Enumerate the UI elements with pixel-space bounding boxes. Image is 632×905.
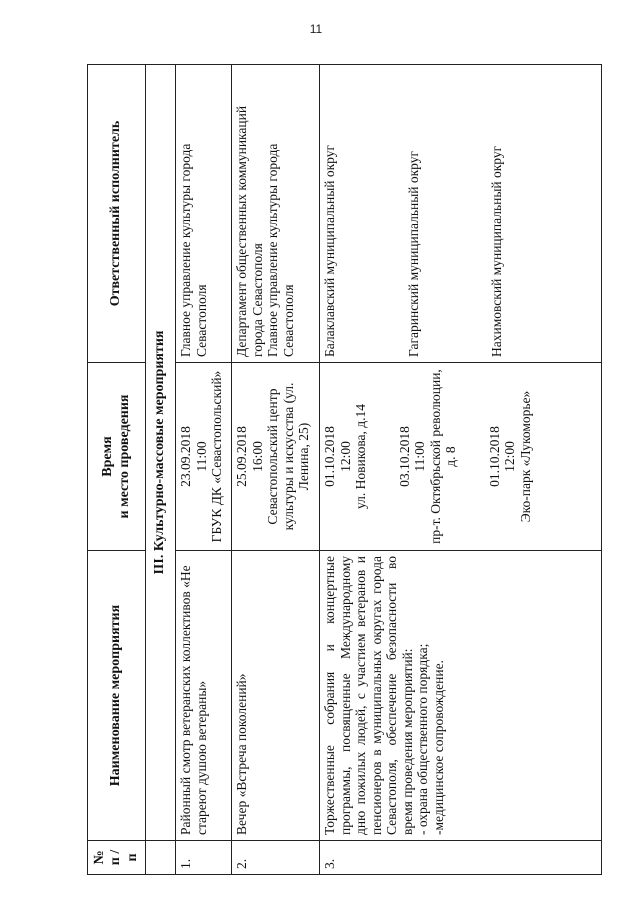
row-num: 1. bbox=[176, 841, 232, 875]
row-event-name bbox=[320, 551, 602, 841]
row-responsible bbox=[232, 65, 320, 363]
row-responsible-line: Главное управление культуры города Севастополя bbox=[178, 143, 209, 357]
row-event-name: Вечер «Встреча поколений» bbox=[232, 551, 320, 841]
spacer bbox=[459, 368, 487, 545]
row-responsible-line: Департамент общественных коммуникаций города Севастополя bbox=[234, 105, 265, 357]
row-place: Эко-парк «Лукоморье» bbox=[517, 390, 533, 523]
row-time-place bbox=[232, 363, 320, 551]
row-place: пр-т. Октябрьской революции, д. 8 bbox=[427, 369, 459, 544]
header-time-line1: Время bbox=[100, 436, 116, 477]
row-responsible-line: Гагаринский муниципальный округ bbox=[405, 150, 421, 357]
row-event-paragraph: Торжественные собрания и концертные программы, посвященные Международному дню пожилых людей, с участием ветеранов и пенсионеров в муниципальных округах города Севастополя, обеспечение безопасности во время проведения мероприятий: bbox=[322, 556, 415, 835]
spacer bbox=[455, 70, 489, 357]
row-responsible-line: Нахимовский муниципальный округ bbox=[489, 145, 505, 357]
row-time-place bbox=[320, 363, 602, 551]
row-time: 16:00 bbox=[249, 441, 265, 472]
header-time bbox=[88, 363, 146, 551]
row-time: 12:00 bbox=[337, 441, 353, 472]
section-num-cell bbox=[146, 841, 176, 875]
header-row bbox=[88, 65, 146, 875]
table-row bbox=[176, 65, 232, 875]
row-num: 3. bbox=[320, 841, 602, 875]
section-row bbox=[146, 65, 176, 875]
row-responsible bbox=[320, 65, 602, 363]
row-date: 01.10.2018 bbox=[486, 426, 502, 487]
spacer bbox=[369, 368, 397, 545]
row-time: 11:00 bbox=[412, 441, 428, 472]
row-num: 2. bbox=[232, 841, 320, 875]
row-date: 23.09.2018 bbox=[178, 426, 193, 487]
row-place: ГБУК ДК «Севастопольский» bbox=[209, 370, 225, 543]
spacer bbox=[338, 70, 372, 357]
row-responsible-line: Главное управление культуры города Севастополя bbox=[265, 143, 296, 357]
section-title: III. Культурно-массовые мероприятия bbox=[146, 65, 176, 841]
page-number: 11 bbox=[309, 22, 323, 36]
table-row bbox=[232, 65, 320, 875]
spacer bbox=[421, 70, 455, 357]
header-num: № п /п bbox=[88, 841, 146, 875]
row-event-name: Районный смотр ветеранских коллективов «Не стареют душою ветераны» bbox=[176, 551, 232, 841]
row-date: 25.09.2018 bbox=[234, 426, 249, 487]
row-responsible bbox=[176, 65, 232, 363]
row-event-item: - охрана общественного порядка; bbox=[415, 643, 431, 835]
row-time-place bbox=[176, 363, 232, 551]
row-event-item: -медицинское сопровождение. bbox=[430, 660, 446, 835]
row-place: ул. Новикова, д.14 bbox=[353, 403, 369, 510]
row-date: 03.10.2018 bbox=[396, 426, 412, 487]
table-row bbox=[320, 65, 602, 875]
header-name: Наименование мероприятия bbox=[88, 551, 146, 841]
events-table bbox=[87, 64, 602, 875]
rotated-table-container bbox=[87, 65, 602, 875]
header-responsible: Ответственный исполнитель bbox=[88, 65, 146, 363]
row-time: 11:00 bbox=[193, 441, 209, 472]
row-responsible-line: Балаклавский муниципальный округ bbox=[322, 144, 337, 357]
row-date: 01.10.2018 bbox=[322, 426, 337, 487]
spacer bbox=[372, 70, 406, 357]
row-time: 12:00 bbox=[502, 441, 518, 472]
header-time-line2: и место проведения bbox=[116, 394, 132, 519]
row-place: Севастопольский центр культуры и искусства (ул. Ленина, 25) bbox=[265, 382, 312, 531]
